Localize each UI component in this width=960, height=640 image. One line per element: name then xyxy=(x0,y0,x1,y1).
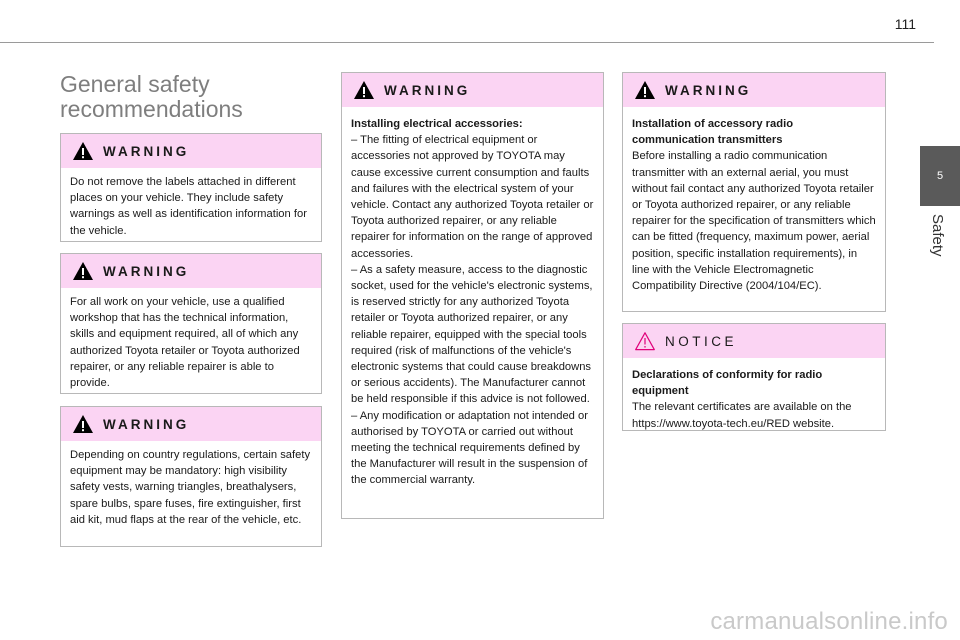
warning-body xyxy=(342,107,603,497)
warning-label: WARNING xyxy=(384,82,471,98)
warning-text: Before installing a radio communication transmitter with an external aerial, you must without fail contact any authorized Toyota retailer or Toyota authorized repairer, or any reliable repairer for the specification of transmitters which can be fitted (frequency, maximum power, aerial position, specific installation requirements), in line with the Vehicle Electromagnetic Compatibility Directive (2004/104/EC). xyxy=(632,150,876,293)
notice-text: The relevant certificates are available on the https://www.toyota-tech.eu/RED website. xyxy=(632,401,852,430)
warning-triangle-icon xyxy=(72,141,94,161)
warning-text: For all work on your vehicle, use a qualified workshop that has the technical information, skills and equipment required, all of which any authorized Toyota retailer or Toyota authorized repairer, or any reliable repairer is able to provide. xyxy=(70,296,300,390)
warning-label: WARNING xyxy=(103,143,190,159)
warning-paragraph: – As a safety measure, access to the diagnostic socket, used for the vehicle's electronic systems, is reserved strictly for any authorized Toyota retailer or Toyota authorized repairer, or any reliable repairer, equipped with the special tools required (risk of malfunctions of the vehicle's electronic systems that could cause breakdowns or serious accidents). The Manufacturer cannot be held responsible if this advice is not followed. xyxy=(351,263,593,406)
chapter-tab-number: 5 xyxy=(936,170,944,182)
warning-heading: Installation of accessory radio communication transmitters xyxy=(632,118,794,147)
warning-header xyxy=(342,73,603,107)
chapter-tab[interactable] xyxy=(920,146,960,206)
warning-triangle-icon xyxy=(353,80,375,100)
warning-body xyxy=(61,168,321,247)
warning-label: WARNING xyxy=(665,82,752,98)
notice-header xyxy=(623,324,885,358)
section-label xyxy=(926,214,950,294)
warning-triangle-icon xyxy=(634,80,656,100)
page-number: 111 xyxy=(894,16,916,32)
warning-text: Depending on country regulations, certain safety equipment may be mandatory: high visibility safety vests, warning triangles, breathalysers, spare bulbs, spare fuses, fire extinguisher, first aid kit, mud flaps at the rear of the vehicle, etc. xyxy=(70,449,311,526)
warning-body xyxy=(61,441,321,536)
warning-box-workshop xyxy=(60,253,322,394)
warning-body xyxy=(623,107,885,302)
notice-label: NOTICE xyxy=(665,333,738,349)
warning-header xyxy=(61,254,321,288)
warning-heading: Installing electrical accessories: xyxy=(351,118,523,130)
warning-label: WARNING xyxy=(103,416,190,432)
warning-box-electrical-accessories xyxy=(341,72,604,519)
warning-header xyxy=(623,73,885,107)
warning-paragraph: – Any modification or adaptation not intended or authorised by TOYOTA or carried out without meeting the technical requirements defined by the Manufacturer will result in the suspension of the commercial warranty. xyxy=(351,409,588,487)
watermark: carmanualsonline.info xyxy=(710,608,948,635)
page-title: General safety recommendations xyxy=(60,71,243,122)
notice-body xyxy=(623,358,885,440)
warning-header xyxy=(61,134,321,168)
warning-triangle-icon xyxy=(72,414,94,434)
warning-text: Do not remove the labels attached in different places on your vehicle. They include safety warnings as well as identification information for the vehicle. xyxy=(70,176,307,237)
notice-heading: Declarations of conformity for radio equipment xyxy=(632,369,823,398)
warning-paragraph: – The fitting of electrical equipment or accessories not approved by TOYOTA may cause excessive current consumption and faults and failures with the electrical system of your vehicle. Contact any authorized Toyota retailer or Toyota authorized repairer, or any reliable repairer for information on the range of approved accessories. xyxy=(351,134,594,260)
warning-body xyxy=(61,288,321,399)
warning-label: WARNING xyxy=(103,263,190,279)
warning-header xyxy=(61,407,321,441)
warning-triangle-icon xyxy=(72,261,94,281)
warning-box-labels xyxy=(60,133,322,242)
header-divider xyxy=(0,42,934,43)
notice-box-conformity xyxy=(622,323,886,431)
warning-box-equipment xyxy=(60,406,322,547)
section-label-text: Safety xyxy=(929,214,946,257)
warning-box-radio-transmitters xyxy=(622,72,886,312)
notice-triangle-icon xyxy=(634,331,656,351)
